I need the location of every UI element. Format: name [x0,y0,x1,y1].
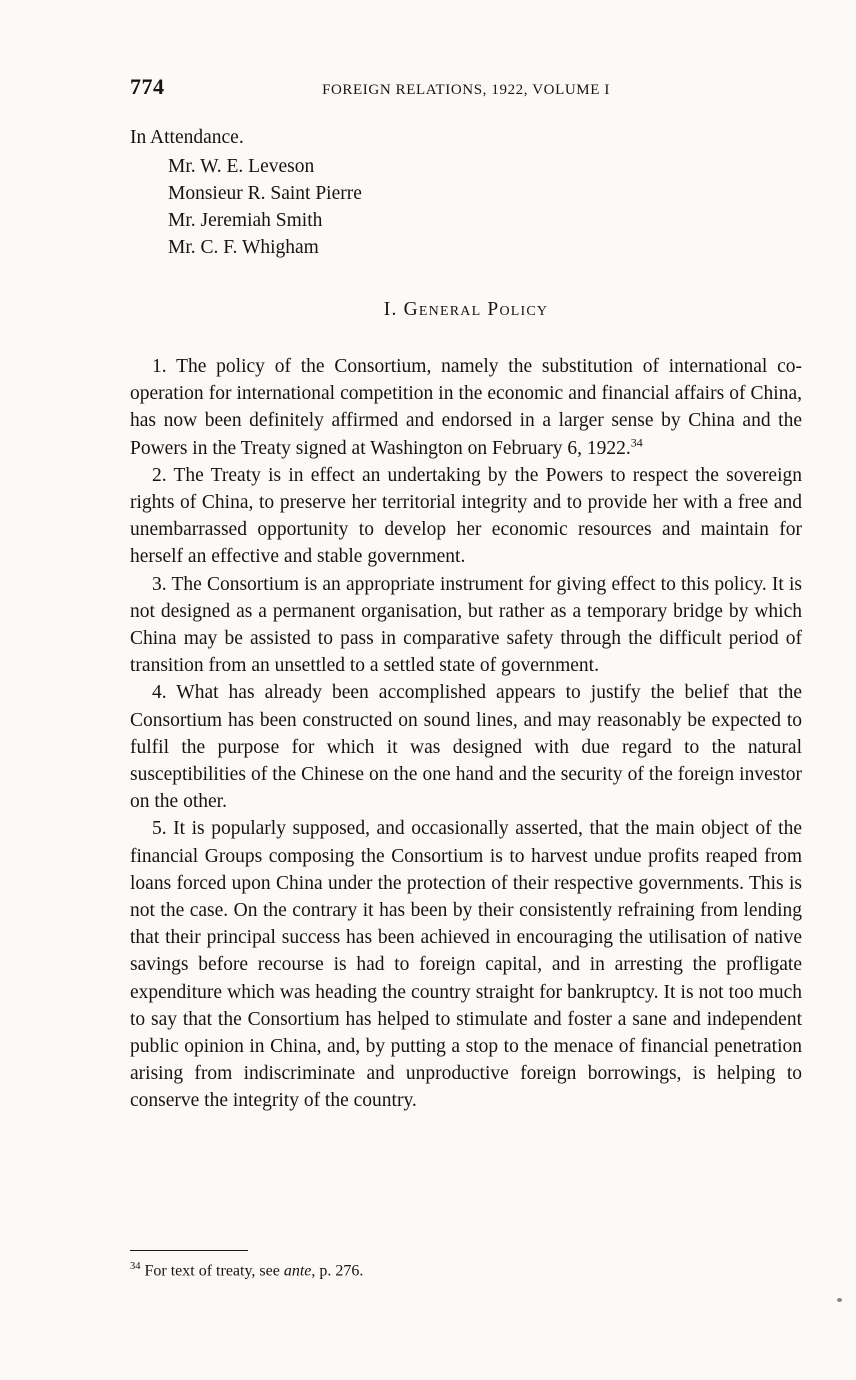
footnote [130,1257,802,1281]
paragraph [130,679,802,815]
paragraph [130,815,802,1114]
attendee-name: Mr. W. E. Leveson [168,156,315,177]
paragraph-text: 1. The policy of the Consortium, namely the substitution of international co-operation for international competition in the economic and financial affairs of China, has now been definitely affirmed and endorsed in a larger sense by China and the Powers in the Treaty signed at Washington on February 6, 1922. [130,356,802,459]
footnote-marker: 34 [130,1261,141,1272]
footnote-reference: 34 [630,435,643,450]
paragraph [130,571,802,680]
footnote-block [130,1250,802,1281]
running-head: FOREIGN RELATIONS, 1922, VOLUME I [322,82,610,98]
attendee-name: Mr. Jeremiah Smith [168,210,323,231]
text-block [130,76,802,1115]
attendance-label: In Attendance. [130,127,244,148]
footnote-separator-rule [130,1250,248,1251]
paragraph-text: 2. The Treaty is in effect an undertaking by the Powers to respect the sovereign rights of China, to preserve her territorial integrity and to provide her with a free and unembarrassed opportunity to develop her economic resources and maintain for herself an effective and stable government. [130,464,802,568]
paragraph [130,353,802,462]
body-text [130,353,802,1115]
footnote-text-before: For text of treaty, see [144,1262,284,1280]
paragraph-text: 4. What has already been accomplished appears to justify the belief that the Consortium has been constructed on sound lines, and may reasonably be expected to fulfil the purpose for which it was designed with due regard to the natural susceptibilities of the Chinese on the one hand and the security of the foreign investor on the other. [130,682,802,813]
paragraph-text: 3. The Consortium is an appropriate instrument for giving effect to this policy. It is not designed as a permanent organisation, but rather as a temporary bridge by which China may be assisted to pass in comparative safety through the difficult period of transition from an unsettled to a settled state of government. [130,573,802,677]
paragraph [130,462,802,571]
page-header [130,76,802,106]
section-heading: I. General Policy [383,299,549,320]
attendee-name: Mr. C. F. Whigham [168,237,319,258]
attendee-list [130,153,802,261]
paragraph-text: 5. It is popularly supposed, and occasionally asserted, that the main object of the financial Groups composing the Consortium is to harvest undue profits reaped from loans forced upon China under the protection of their respective governments. This is not the case. On the contrary it has been by their consistently refraining from lending that their principal success has been achieved in encouraging the utilisation of native savings before recourse is had to foreign capital, and in arresting the profligate expenditure which was heading the country straight for bankruptcy. It is not too much to say that the Consortium has helped to stimulate and foster a sane and independent public opinion in China, and, by putting a stop to the menace of financial penetration arising from indiscriminate and unproductive foreign borrowings, is helping to conserve the integrity of the country. [130,818,802,1112]
page-number: 774 [130,74,165,99]
footnote-text-after: , p. 276. [311,1262,364,1280]
scan-artifact-speck [837,1298,842,1302]
attendee-name: Monsieur R. Saint Pierre [168,183,362,204]
footnote-italic-word: ante [283,1262,312,1280]
